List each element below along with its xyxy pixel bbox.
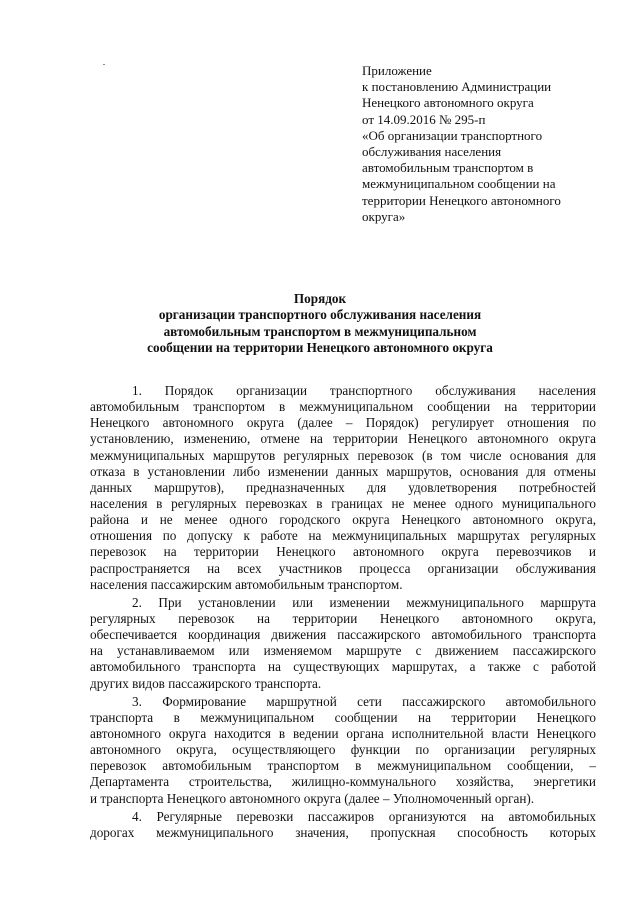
document-title (120, 291, 520, 357)
scan-speck (103, 64, 105, 65)
text-line: Ненецкого автономного округа (далее – Порядок) регулирует отношения по (90, 415, 596, 431)
text-line: района и не менее одного городского округа Ненецкого автономного округа, (90, 512, 596, 528)
paragraph-1 (90, 383, 596, 593)
text-line: транспорта в межмуниципальном сообщении на территории Ненецкого (90, 709, 596, 725)
paragraph-4 (90, 809, 596, 841)
text-line: автономного округа, осуществляющего функции по организации регулярных (90, 742, 596, 758)
title-line: сообщении на территории Ненецкого автономного округа (147, 340, 493, 356)
text-line: обеспечивается координация движения пассажирского автомобильного транспорта (90, 627, 596, 643)
text-line: 4. Регулярные перевозки пассажиров организуются на автомобильных (132, 808, 596, 824)
text-line: регулярных перевозок на территории Ненецкого автономного округа, (90, 610, 596, 626)
text-line: 2. При установлении или изменении межмуниципального маршрута (132, 594, 596, 610)
text-line: автомобильным транспортом в межмуниципальном сообщении на территории (90, 399, 596, 415)
appendix-line: Приложение (362, 63, 432, 78)
appendix-header (362, 63, 622, 225)
text-line: и транспорта Ненецкого автономного округа (далее – Уполномоченный орган). (90, 790, 535, 806)
text-line: отказа в установлении либо изменении данных маршрутов, основания для отмены (90, 463, 596, 479)
text-line: 1. Порядок организации транспортного обслуживания населения (132, 383, 596, 398)
appendix-line: «Об организации транспортного (362, 127, 543, 143)
title-line: организации транспортного обслуживания населения (158, 307, 482, 323)
appendix-line: автомобильным транспортом в (362, 160, 534, 176)
text-line: отношения по допуску к работе на межмуниципальных маршрутах регулярных (90, 528, 596, 544)
appendix-line: обслуживания населения (362, 144, 502, 160)
paragraph-3 (90, 694, 596, 807)
text-line: дорогах межмуниципального значения, пропускная способность которых (90, 824, 596, 840)
text-line: перевозок на территории Ненецкого автономного округа перевозчиков и (90, 544, 596, 560)
appendix-line: территории Ненецкого автономного (362, 192, 561, 208)
appendix-line: округа» (362, 208, 406, 224)
text-line: других видов пассажирского транспорта. (90, 675, 322, 691)
text-line: межмуниципальных маршрутов регулярных перевозок (в том числе основания для (90, 447, 596, 463)
text-line: распространяется на всех участников процесса организации обслуживания (90, 560, 596, 576)
appendix-line: Ненецкого автономного округа (362, 95, 534, 111)
text-line: Департамента строительства, жилищно-коммунального хозяйства, энергетики (90, 774, 596, 790)
text-line: населения в регулярных перевозках в границах не менее одного муниципального (90, 495, 596, 511)
text-line: 3. Формирование маршрутной сети пассажирского автомобильного (132, 693, 596, 709)
text-line: населения пассажирским автомобильным транспортом. (90, 576, 403, 592)
text-line: на устанавливаемом или изменяемом маршруте с движением пассажирского (90, 643, 596, 659)
text-line: автомобильного транспорта на существующих маршрутах, а также с работой (90, 659, 596, 675)
appendix-line: к постановлению Администрации (362, 79, 552, 95)
text-line: данных маршрутов), предназначенных для удовлетворения потребностей (90, 479, 596, 495)
appendix-line: межмуниципальном сообщении на (362, 176, 556, 192)
text-line: установлению, изменению, отмене на территории Ненецкого автономного округа (90, 431, 596, 447)
text-line: перевозок автомобильным транспортом в межмуниципальном сообщении, – (90, 758, 596, 774)
title-line: автомобильным транспортом в межмуниципальном (163, 323, 477, 339)
appendix-line: от 14.09.2016 № 295-п (362, 111, 486, 127)
title-line: Порядок (293, 291, 347, 306)
paragraph-2 (90, 595, 596, 692)
document-body (90, 383, 596, 841)
text-line: автономного округа находится в ведении органа исполнительной власти Ненецкого (90, 725, 596, 741)
